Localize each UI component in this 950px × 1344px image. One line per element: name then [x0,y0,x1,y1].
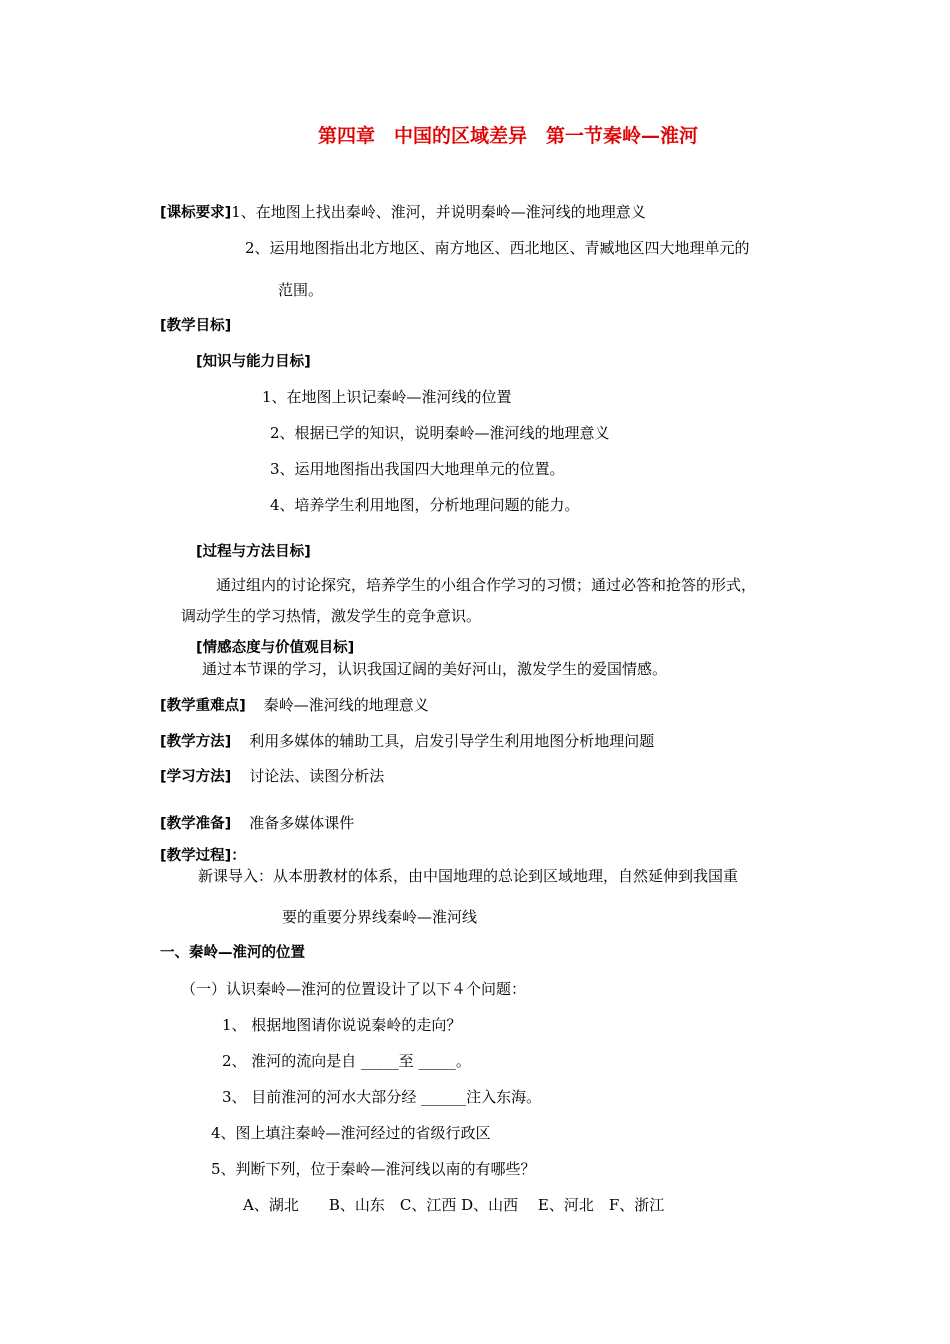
answer-options: A、湖北 B、山东 C、江西 D、山西 E、河北 F、浙江 [243,1196,665,1214]
knowledge-item-3: 3、运用地图指出我国四大地理单元的位置。 [270,460,565,478]
preparation-label: [教学准备] [160,816,232,832]
question-4: 4、图上填注秦岭—淮河经过的省级行政区 [211,1124,491,1142]
process-goal-text-2: 调动学生的学习热情，激发学生的竞争意识。 [181,607,482,625]
question-3: 3、 目前淮河的河水大部分经 ______注入东海。 [222,1088,542,1106]
intro-text-1: 新课导入：从本册教材的体系，由中国地理的总论到区域地理，自然延伸到我国重 [198,867,739,885]
knowledge-item-2: 2、根据已学的知识，说明秦岭—淮河线的地理意义 [270,424,610,442]
study-method-row [160,766,384,787]
process-goal-text-1: 通过组内的讨论探究，培养学生的小组合作学习的习惯；通过必答和抢答的形式， [216,576,757,594]
emotion-goal-label: [情感态度与价值观目标] [196,640,355,656]
teach-method-label: [教学方法] [160,734,232,750]
study-method-text: 讨论法、读图分析法 [249,767,385,785]
question-2: 2、 淮河的流向是自 _____至 _____。 [222,1052,471,1070]
emotion-goal-text: 通过本节课的学习，认识我国辽阔的美好河山，激发学生的爱国情感。 [202,660,668,678]
teach-method-row [160,731,654,752]
goals-label: [教学目标] [160,318,232,334]
kebiao-item-3: 范围。 [278,281,324,299]
intro-text-2: 要的重要分界线秦岭—淮河线 [282,908,478,926]
process-goal-label: [过程与方法目标] [196,544,311,560]
knowledge-item-4: 4、培养学生利用地图，分析地理问题的能力。 [270,496,580,514]
preparation-row [160,813,354,834]
kebiao-line-1 [160,202,646,223]
knowledge-label: [知识与能力目标] [196,354,311,370]
section-heading: 一、秦岭—淮河的位置 [160,945,305,961]
question-5: 5、判断下列，位于秦岭—淮河线以南的有哪些？ [211,1160,536,1178]
kebiao-label: [课标要求] [160,205,232,221]
key-points-text: 秦岭—淮河线的地理意义 [263,696,429,714]
question-1: 1、 根据地图请你说说秦岭的走向？ [222,1016,462,1034]
kebiao-item-1: 1、在地图上找出秦岭、淮河，并说明秦岭—淮河线的地理意义 [231,203,646,221]
key-points-row [160,695,429,716]
teach-method-text: 利用多媒体的辅助工具，启发引导学生利用地图分析地理问题 [249,732,655,750]
page-title: 第四章 中国的区域差异 第一节秦岭—淮河 [318,125,699,147]
teaching-process-label: [教学过程]： [160,848,246,864]
kebiao-item-2: 2、运用地图指出北方地区、南方地区、西北地区、青臧地区四大地理单元的 [245,239,750,257]
preparation-text: 准备多媒体课件 [249,814,355,832]
section-subheading: （一）认识秦岭—淮河的位置设计了以下４个问题： [181,980,527,998]
knowledge-item-1: 1、在地图上识记秦岭—淮河线的位置 [262,388,512,406]
key-points-label: [教学重难点] [160,698,246,714]
study-method-label: [学习方法] [160,769,232,785]
